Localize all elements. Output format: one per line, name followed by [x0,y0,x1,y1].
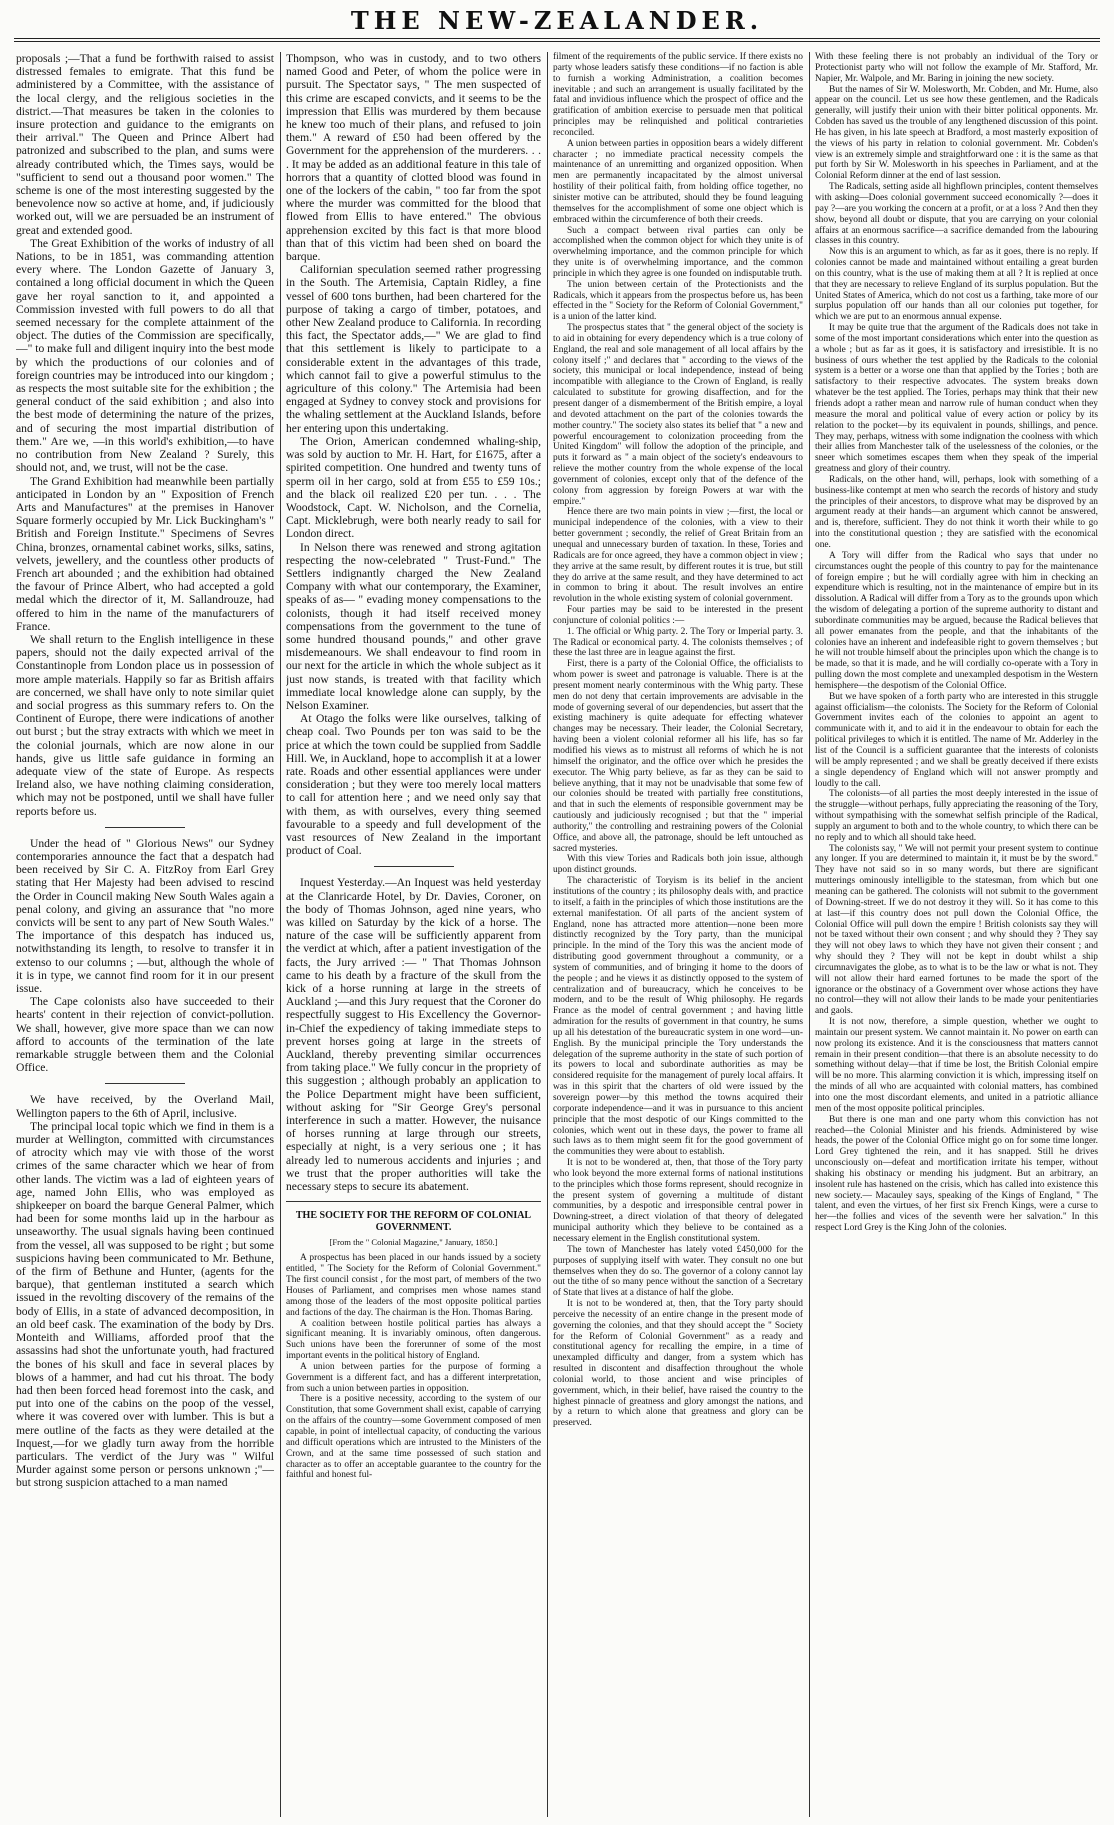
paragraph: Four parties may be said to be interested in the present conjuncture of colonial politics :— [553,605,803,626]
masthead-rule-bottom [14,41,1100,42]
masthead-rule-top [14,38,1100,39]
paragraph: A coalition between hostile political parties has always a significant meaning. It is invariably ominous, often dangerous. Such unions have been the forerunner of some of the most important events in the political history of England. [286,1318,541,1362]
article-source: [From the " Colonial Magazine," January, 1850.] [329,1237,498,1248]
column-4 [815,52,1098,1817]
paragraph: A union between parties for the purpose of forming a Government is a different fact, and has a different interpretation, from such a union between parties in opposition. [286,1361,541,1394]
paragraph: At Otago the folks were like ourselves, talking of cheap coal. Two Pounds per ton was said to be the price at which the town could be supplied from Saddle Hill. We, in Auckland, hope to accomplish it at a lower rate. Roads and other essential appliances were under consideration ; but they were too merely local matters to call for attention here ; and we need only say that with them, as with ourselves, every thing seemed favourable to a speedy and full development of the vast resources of New Zealand in the important product of Coal. [286,712,541,858]
paragraph: We shall return to the English intelligence in these papers, should not the daily expected arrival of the Constantinople from London place us in possession of more ample materials. Happily so far as British affairs are concerned, we shall have only to note similar quiet and social progress as this summary refers to. On the Continent of Europe, there were indications of another out burst ; but the stray extracts with which we meet in the colonial journals, which are now alone in our hands, give us little safe guidance in forming an adequate view of the state of Europe. As respects Ireland also, we have nothing claiming consideration, which may not be postponed, until we shall have fuller reports before us. [16,632,274,818]
paragraph: It is not now, therefore, a simple question, whether we ought to maintain our present system. We cannot maintain it. No power on earth can now prolong its existence. And it is the consciousness that matters cannot remain in their present condition—that there is an absolute necessity to do something without delay—that if time be lost, the British Colonial empire will be no more. This alarming conviction it is which, impressing itself on the minds of all who are acquainted with colonial matters, has combined into one the most discordant elements, and united in a patriotic alliance men of the most opposite political principles. [815,1017,1098,1114]
paragraph: Radicals, on the other hand, will, perhaps, look with something of a business-like contempt at men who search the records of history and study the principles of their ancestors, to disprove what may be disproved by an argument ready at their hands—an argument which cannot be answered, and is, therefore, sufficient. They do not think it worth their while to go into the constitutional question ; they are satisfied with the economical one. [815,474,1098,550]
paragraph: In Nelson there was renewed and strong agitation respecting the now-celebrated " Trust-Fund." The Settlers indignantly charged the New Zealand Company with what our contemporary, the Examiner, speaks of as— " evading money compensations to the colonists, though it had itself received money compensations from the government to the tune of some hundred thousand pounds," and other grave misdemeanours. We shall endeavour to find room in our next for the article in which the whole subject as it just now stands, is treated with that facility which immediate local knowledge alone can supply, by the Nelson Examiner. [286,540,541,712]
paragraph: Hence there are two main points in view ;—first, the local or municipal independence of the colonies, with a view to their better government ; secondly, the relief of Great Britain from an unequal and unnecessary burden of taxation. In these, Tories and Radicals are for once agreed, they have a common object in view ; they arrive at the same result, by different routes it is true, but still they do arrive at the same result, and they have determined to act in common to bring it about. The result involves an entire revolution in the whole existing system of colonial government. [553,507,803,605]
paragraph: It is not to be wondered at, then, that the Tory party should perceive the necessity of an entire change in the present mode of governing the colonies, and that they should accept the " Society for the Reform of Colonial Government" as a ready and constitutional agency for recalling the empire, in a time of unexampled difficulty and danger, from a system which has resulted in discontent and disaffection throughout the whole colonial world, to those ancient and wise principles of government, which, in their belief, have raised the country to the highest pinnacle of greatness and glory amongst the nations, and by a return to which alone that greatness and glory can be preserved. [553,1299,803,1429]
column-1 [16,52,274,1817]
paragraph: Inquest Yesterday.—An Inquest was held yesterday at the Clanricarde Hotel, by Dr. Davies, Coroner, on the body of Thomas Johnson, aged nine years, who was killed on Saturday by the kick of a horse. The nature of the case will be sufficiently apparent from the verdict at which, after a patient investigation of the facts, the Jury arrived :— " That Thomas Johnson came to his death by a fracture of the skull from the kick of a horse running at large in the streets of Auckland ;—and this Jury request that the Coroner do respectfully suggest to His Excellency the Governor-in-Chief the expediency of taking immediate steps to prevent horses going at large in the streets of Auckland, thereby preventing similar occurrences from taking place." We fully concur in the propriety of this suggestion ; although probably an application to the Police Department might have been sufficient, without asking for "Sir George Grey's personal interference in such a matter. However, the nuisance of horses running at large through our streets, especially at night, is a very serious one ; it has already led to numerous accidents and injuries ; and we trust that the proper authorities will take the necessary steps to secure its abatement. [286,876,541,1194]
paragraph: The union between certain of the Protectionists and the Radicals, which it appears from the prospectus before us, has been effected in the " Society for the Reform of Colonial Government," is a union of the latter kind. [553,279,803,323]
paragraph: But we have spoken of a forth party who are interested in this struggle against officialism—the colonists. The Society for the Reform of Colonial Government invites each of the colonies to appoint an agent to communicate with it, and to aid it in the endeavour to obtain for each the political privileges to which it is entitled. The name of Mr. Adderley in the list of the Council is a sufficient guarantee that the interests of colonists will be amply represented ; and we shall be greatly deceived if there exists a single dependency of England which will not answer promptly and loudly to the call. [815,691,1098,789]
article-body [286,1253,541,1481]
section-divider [105,1083,185,1084]
column-divider [809,52,810,1817]
paragraph: We have received, by the Overland Mail, Wellington papers to the 6th of April, inclusive. [16,1093,274,1120]
paragraph: The principal local topic which we find in them is a murder at Wellington, committed with circumstances of atrocity which may vie with those of the worst crimes of the same character which we hear of from other lands. The victim was a lad of eighteen years of age, named John Ellis, who was employed as shipkeeper on board the barque General Palmer, which had been for some months laid up in the harbour as unseaworthy. The usual signals having been continued from the vessel, all was supposed to be right ; but some suspicions having been communicated to Mr. Bethune, of the firm of Bethune and Hunter, (agents for the barque), that gentleman instituted a search which issued in the revolting discovery of the remains of the body of Ellis, in a state of advanced decomposition, in an old beef cask. The examination of the body by Drs. Monteith and Williams, afforded proof that the assassins had shot the unfortunate youth, had fractured the bones of his skull and face in several places by blows of a hammer, and had cut his throat. The body had then been forced head foremost into the cask, and put into one of the cabins on the poop of the vessel, where it was covered over with lumber. This is but a mere outline of the facts as they were detailed at the Inquest,—for we gladly turn away from the horrible particulars. The verdict of the Jury was " Wilful Murder against some person or persons unknown ;"—but strong suspicion attached to a man named [16,1119,274,1490]
section-divider [105,827,185,828]
paragraph: With this view Tories and Radicals both join issue, although upon distinct grounds. [553,854,803,876]
paragraph: With these feeling there is not probably an individual of the Tory or Protectionist party who will not follow the example of Mr. Stafford, Mr. Napier, Mr. Walpole, and Mr. Baring in joining the new society. [815,52,1098,84]
paragraph: Under the head of " Glorious News" our Sydney contemporaries announce the fact that a despatch had been received by Sir C. A. FitzRoy from Earl Grey stating that Her Majesty had been advised to rescind the Order in Council making New South Wales again a penal colony, and giving an assurance that "no more convicts will be sent to any part of New South Wales." The importance of this despatch has induced us, notwithstanding its length, to resolve to transfer it in extenso to our columns ; —but, although the whole of it is in type, we cannot find room for it in our present issue. [16,836,274,996]
paragraph: The characteristic of Toryism is its belief in the ancient institutions of the country ; its philosophy deals with, and practice to itself, a faith in the principles of which those institutions are the external manifestation. Of all parts of the ancient system of England, none has attracted more attention—none been more distinctly recognized by the Tory party, than the municipal principle. In the mind of the Tory this was the ancient mode of distributing good government throughout a community, or a system of communities, and of bringing it home to the doors of the people ; and he views it as distinctly opposed to the system of centralization and of bureaucracy, which he conceives to be modern, and to be the result of Whig philosophy. He regards France as the model of central government ; and having little admiration for the results of government in that country, he sums up all his detestation of the bureaucratic system in one word—un-English. By the municipal principle the Tory understands the delegation of the supreme authority in the state of such portion of its powers to local and subordinate authorities as may be considered requisite for the management of purely local affairs. It was in this spirit that the charters of old were issued by the sovereign power—by this method the towns acquired their corporate independence—and it was in pursuance to this ancient principle that the most despotic of our Kings committed to the colonies, which went out in these days, the power to frame all such laws as to them might seem fit for the good government of the communities they were about to establish. [553,876,803,1158]
paragraph: The Orion, American condemned whaling-ship, was sold by auction to Mr. H. Hart, for £1675, after a spirited competition. One hundred and twenty tuns of sperm oil in her cargo, sold at from £55 to £59 10s.; and the black oil realized £20 per tun. . . . The Woodstock, Capt. W. Nicholson, and the Cornelia, Capt. Micklebrugh, were both nearly ready to sail for London direct. [286,434,541,541]
paragraph: A Tory will differ from the Radical who says that under no circumstances ought the people of this country to pay for the maintenance of foreign empire ; but he will cordially agree with him in checking an expenditure which is resulting, not in the maintenance of empire but in its dissolution. A Radical will differ from a Tory as to the grounds upon which the wisdom of delegating a portion of the supreme authority to distant and subordinate communities may be argued, because the Radical believes that all power emanates from the people, and that the inhabitants of the colonies have an inherent and indefeasible right to govern themselves ; but he will not trouble himself about the principles upon which the change is to be made, so that it is made, and he will cordially co-operate with a Tory in pulling down the most complete and unexampled despotism in the Western hemisphere—the despotism of the Colonial Office. [815,550,1098,691]
article-heading: THE SOCIETY FOR THE REFORM OF COLONIAL GOVERNMENT. [295,1210,532,1234]
paragraph: proposals ;—That a fund be forthwith raised to assist distressed females to emigrate. That this fund be administered by a Committee, with the assistance of the local clergy, and the religious societies in the district.—That measures be taken in the colonies to insure protection and guidance to the emigrants on their arrival." The Queen and Prince Albert had patronized and subscribed to the plan, and sums were already contributed which, the Times says, would be "sufficient to send out a thousand poor women." The scheme is one of the most interesting suggested by the benevolence now so active at home, and, if judiciously worked out, will we are persuaded be an instrument of great and extended good. [16,52,274,237]
paragraph: 1. The official or Whig party. 2. The Tory or Imperial party. 3. The Radical or economical party. 4. The colonists themselves ; of these the last three are in league against the first. [553,626,803,659]
paragraph: There is a positive necessity, according to the system of our Constitution, that some Government shall exist, capable of carrying on the affairs of the country—some Government composed of men capable, in point of intellectual capacity, of conducting the various and difficult operations which are intrusted to the Ministers of the Crown, and at the same time possessed of such station and character as to offer an acceptable guarantee to the country for the faithful and honest ful- [286,1394,541,1481]
section-divider [286,1201,541,1202]
paragraph: First, there is a party of the Colonial Office, the officialists to whom power is sweet and patronage is valuable. There is at the present moment nearly conterminous with the Whig party. These men do not deny that certain improvements are advisable in the mode of governing several of our dependencies, but assert that the existing machinery is quite adequate for effecting whatever changes may be necessary. Their leader, the Colonial Secretary, having been a violent colonial reformer all his life, has so far modified his views as to mistrust all reforms of which he is not himself the originator, and the office over which he presides the executor. The Whig party believe, as far as they can be said to believe anything, that it may not be unadvisable that some few of our colonies should be treated with partially free constitutions, and that in such the elements of responsible government may be cautiously and judiciously recognised ; but that the " imperial authority," the controlling and restraining powers of the Colonial Office, and above all, the patronage, should be left untouched as sacred mysteries. [553,659,803,854]
paragraph: Now this is an argument to which, as far as it goes, there is no reply. If colonies cannot be made and maintained without entailing a great burden on this country, what is the use of making them at all ? It is replied at once that they are necessary to relieve England of its surplus population. But the United States of America, which do not cost us a farthing, take more of our surplus population off our hands than all our colonies put together, for which we are put to an enormous annual expense. [815,247,1098,323]
paragraph: The Cape colonists also have succeeded to their hearts' content in their rejection of convict-pollution. We shall, however, give more space than we can now afford to accounts of the termination of the late remarkable struggle between them and the Colonial Office. [16,995,274,1075]
paragraph: A prospectus has been placed in our hands issued by a society entitled, " The Society for the Reform of Colonial Government." The first council consist , for the most part, of members of the two Houses of Parliament, and comprises men whose names stand among those of the leaders of the most opposite political parties and factions of the day. The chairman is the Hon. Thomas Baring. [286,1253,541,1318]
paragraph: A union between parties in opposition bears a widely different character ; no immediate practical necessity compels the maintenance of an unremitting and organized opposition. When men are permanently incapacitated by the almost universal hostility of their political faith, from holding office together, no sinister motive can be attributed, should they be found leaguing themselves for the accomplishment of some one object which is embraced within the circumference of both their creeds. [553,138,803,225]
paragraph: The colonists say, " We will not permit your present system to continue any longer. If you are determined to maintain it, it must be by the sword." They have not said so in so many words, but there are significant mutterings ominously intelligible to the statesman, from which but one meaning can be gathered. The colonists will not submit to the government of Downing-street. If we do not destroy it they will. So it has come to this at last—if this country does not pull down the Colonial Office, the Colonial Office will pull down the empire ! British colonists say they will not be taxed without their own consent ; and why should they ? They say they will not obey laws to which they have not given their consent ; and why should they ? They will not be kept in doubt whilst a ship circumnavigates the globe, as to what is to be the law or what is not. They will not allow their hard earned fortunes to be made the sport of the ignorance or the obstinacy of a Government over whose actions they have no control—they will not allow their lands to be made your penitentiaries and gaols. [815,843,1098,1017]
paragraph: Thompson, who was in custody, and to two others named Good and Peter, of whom the police were in pursuit. The Spectator says, " The men suspected of this crime are escaped convicts, and it seems to be the impression that Ellis was murdered by them because he knew too much of their plans, and refused to join them." A reward of £50 had been offered by the Government for the apprehension of the murderers. . . . It may be added as an additional feature in this tale of horrors that a quantity of clotted blood was found in one of the lockers of the cabin, " too far from the spot where the murder was committed for the blood that flowed from Ellis to have entered." The obvious apprehension excited by this fact is that more blood than that of this victim had been shed on board the barque. [286,52,541,264]
column-divider [547,52,548,1817]
paragraph: But the names of Sir W. Molesworth, Mr. Cobden, and Mr. Hume, also appear on the council. Let us see how these gentlemen, and the Radicals generally, will justify their union with their bitter political opponents. Mr. Cobden has saved us the trouble of any lengthened discussion of this point. He has given, in his late speech at Bradford, a most masterly exposition of the views of his party in relation to colonial government. Mr. Cobden's view is an extremely simple and straightforward one : it is the same as that put forth by Sir W. Molesworth in his speeches in Parliament, and at the Colonial Reform dinner at the end of last session. [815,84,1098,182]
paragraph: But there is one man and one party whom this conviction has not reached—the Colonial Minister and his friends. Administered by wise heads, the power of the Colonial Office might go on for some time longer. Lord Grey tightened the rein, and it has snapped. Still he drives unconsciously on—defeat and mortification irritate his temper, without shaking his obstinacy or mending his judgment. But an arbitrary, an insolent rule has hastened on the crisis, which has called into existence this new society.— Macauley says, speaking of the Kings of England, " The talent, and even the virtues, of her first six French Kings, were a curse to her—the follies and vices of the seventh were her salvation." In this respect Lord Grey is the King John of the colonies. [815,1114,1098,1234]
paragraph: The Grand Exhibition had meanwhile been partially anticipated in London by an " Exposition of French Arts and Manufactures" at the premises in Hanover Square formerly occupied by Mr. Lick Buckingham's " British and Foreign Institute." Specimens of Sevres China, bronzes, ornamental cabinet works, silks, satins, velvets, jewellery, and the countless other products of French art abounded ; and the exhibition had obtained the favour of Prince Albert, who had accepted a gold medal which the director of it, M. Sallandrouze, had offered to him in the name of the manufacturers of France. [16,474,274,633]
masthead-title: THE NEW-ZEALANDER. [350,6,764,35]
paragraph: filment of the requirements of the public service. If there exists no party whose leaders satisfy these conditions—if no faction is able to furnish a working Administration, a coalition becomes inevitable ; and such an arrangement is usually facilitated by the fatal and invidious influence which the prospect of office and the gratification of ambition exercise to persuade men that political principles may be relinquished and political contrarieties reconciled. [553,52,803,138]
paragraph: The Radicals, setting aside all highflown principles, content themselves with asking—Does colonial government succeed economically ?—does it pay ?—are you working the concern at a profit, or at a loss ? And then they show, beyond all doubt or dispute, that you are carrying on your colonial affairs at an enormous sacrifice—a sacrifice demanded from the labouring classes in this country. [815,182,1098,247]
section-divider [374,866,454,867]
paragraph: Californian speculation seemed rather progressing in the South. The Artemisia, Captain Ridley, a fine vessel of 600 tons burthen, had been chartered for the purpose of taking a cargo of timber, potatoes, and other New Zealand produce to California. In recording this fact, the Spectator adds,—" We are glad to find that this settlement is likely to participate to a considerable extent in the advantages of this trade, which cannot fail to give a powerful stimulus to the agriculture of this colony." The Artemisia had been engaged at Sydney to convey stock and provisions for the whaling settlement at the Auckland Islands, before her entering upon this undertaking. [286,263,541,435]
paragraph: The prospectus states that " the general object of the society is to aid in obtaining for every dependency which is a true colony of England, the real and sole management of all local affairs by the colony itself ;" and declares that " according to the views of the society, this municipal or local independence, instead of being incompatible with allegiance to the Crown of England, is really calculated to substitute for growing disaffection, and for the present danger of a dismemberment of the British empire, a loyal and devoted attachment on the part of the colonies towards the mother country." The society also states its belief that " a new and powerful encouragement to colonization proceeding from the United Kingdom" will follow the adoption of the principle, and puts it forward as " a main object of the society's endeavours to relieve the mother country from the whole expense of the local government of colonies, except only that of the defence of the colony from aggression by foreign Powers at war with the empire." [553,323,803,507]
paragraph: The Great Exhibition of the works of industry of all Nations, to be in 1851, was commanding attention every where. The London Gazette of January 3, contained a long official document in which the Queen gave her royal sanction to it, and appointed a Commission invested with full powers to do all that seemed necessary for the complete attainment of the object. The duties of the Commission are specifically,—" to make full and diligent inquiry into the best mode by which the productions of our colonies and of foreign countries may be introduced into our kingdom ; as respects the most suitable site for the exhibition ; the general conduct of the said exhibition ; and also into the best mode of determining the nature of the prizes, and of securing the most impartial distribution of them." Are we, —in this world's exhibition,—to have no contribution from New Zealand ? Surely, this should not, and, we trust, will not be the case. [16,236,274,475]
column-divider [280,52,281,1817]
column-2 [286,52,541,1817]
column-3 [553,52,803,1817]
paragraph: The town of Manchester has lately voted £450,000 for the purposes of supplying itself with water. They consult no one but themselves when they do so. The governor of a colony cannot lay out the tithe of so many pence without the sanction of a Secretary of State that lives at a distance of half the globe. [553,1244,803,1299]
paragraph: Such a compact between rival parties can only be accomplished when the common object for which they unite is of overwhelming importance, and the common principle for which they unite is of overwhelming importance, and the common principle in which they agree is one founded on indisputable truth. [553,225,803,279]
paragraph: It is not to be wondered at, then, that those of the Tory party who look beyond the more external forms of national institutions to the principles which those forms represent, should recognize in the present system of governing a multitude of distant communities, by a despotic and irresponsible central power in Downing-street, a direct violation of that theory of delegated municipal authority which they believe to be contained as a necessary element in the English constitutional system. [553,1158,803,1244]
paragraph: The colonists—of all parties the most deeply interested in the issue of the struggle—without perhaps, fully appreciating the reasoning of the Tory, without sympathising with the somewhat selfish principle of the Radical, supply an argument to both and to the whole country, to which there can be no reply and to which all should take heed. [815,789,1098,843]
paragraph: It may be quite true that the argument of the Radicals does not take in some of the most important considerations which enter into the question as a whole ; but as far as it goes, it is satisfactory and irresistible. It is no business of ours whether the test applied by the Radicals to the colonial system is a better or a worse one than that applied by the Tories ; both are satisfactory to their respective advocates. The system breaks down whatever be the test applied. The Tories, perhaps may think that their new friends adopt a rather mean and narrow rule of human conduct when they measure the moral and political value of every action or policy by its relation to the pocket—by its equivalent in pounds, shillings, and pence. They may, perhaps, witness with some indignation the coolness with which their allies from Manchester talk of the uselessness of the colonies, or the sneer which sometimes escapes them when they speak of the imperial greatness and glory of their country. [815,323,1098,475]
